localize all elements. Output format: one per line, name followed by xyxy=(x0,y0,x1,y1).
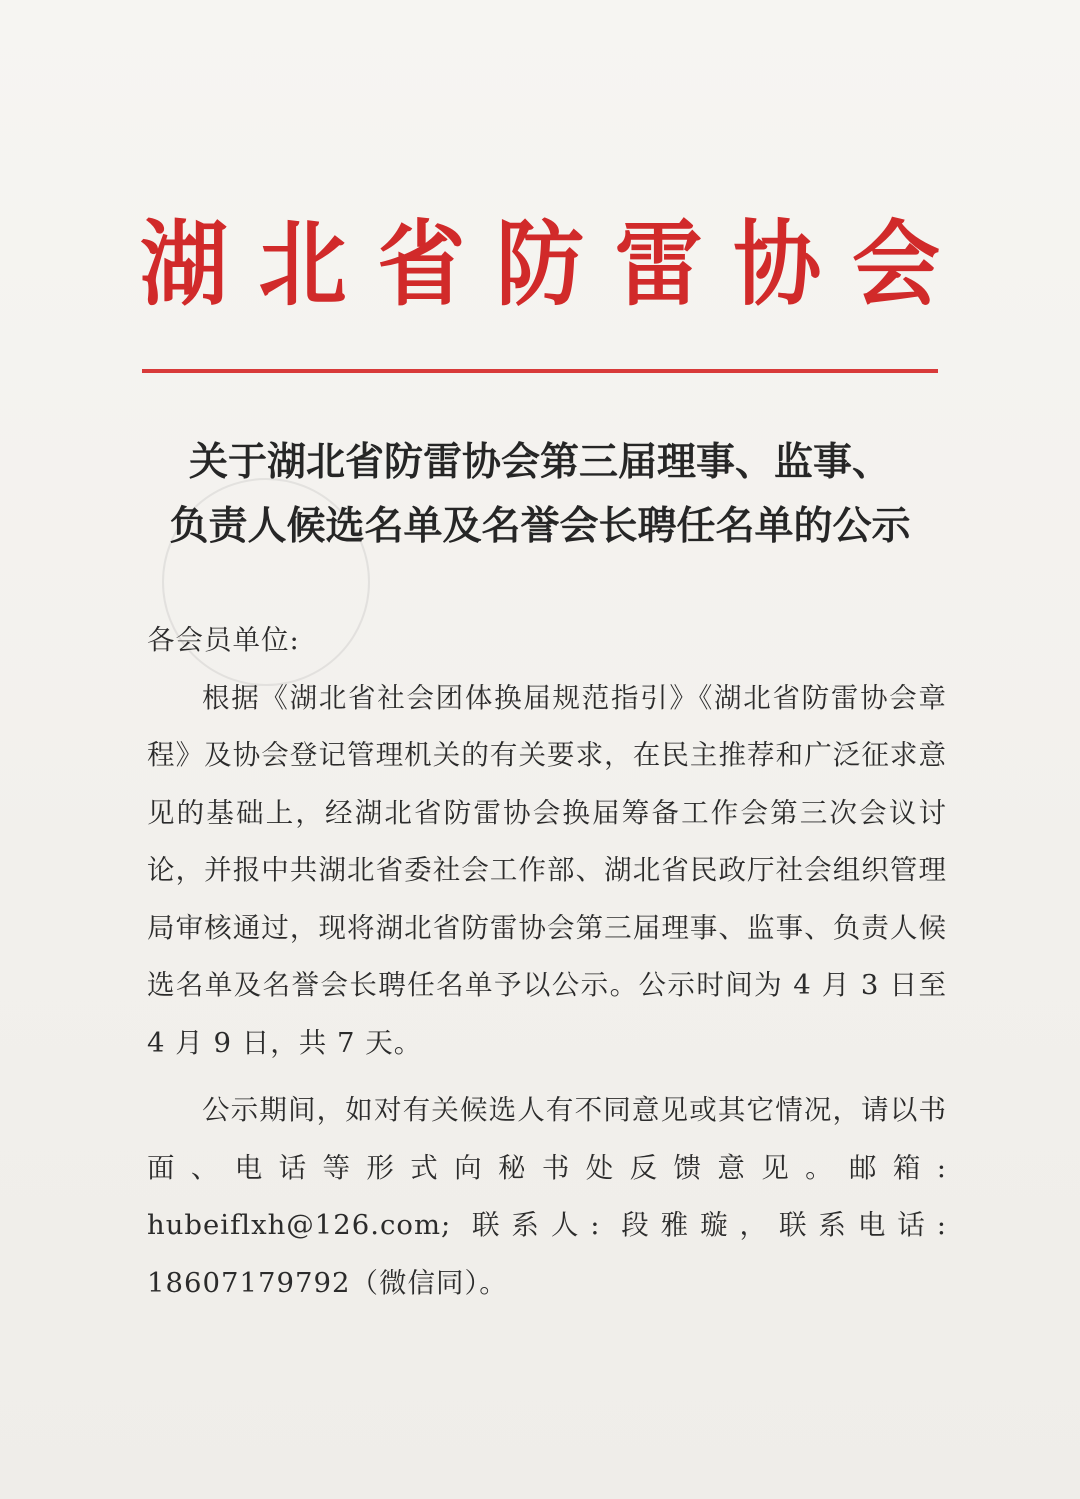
letterhead-char: 雷 xyxy=(614,210,703,319)
body-paragraph-1: 根据《湖北省社会团体换届规范指引》《湖北省防雷协会章程》及协会登记管理机关的有关要求，在民主推荐和广泛征求意见的基础上，经湖北省防雷协会换届筹备工作会第三次会议讨论，并报中共湖北省委社会工作部、湖北省民政厅社会组织管理局审核通过，现将湖北省防雷协会第三届理事、监事、负责人候选名单及名誉会长聘任名单予以公示。公示时间为 4 月 3 日至 4 月 9 日，共 7 天。 xyxy=(147,681,947,1059)
title-line-2: 负责人候选名单及名誉会长聘任名单的公示 xyxy=(169,503,911,549)
body-paragraph-2: 公示期间，如对有关候选人有不同意见或其它情况，请以书面、电话等形式向秘书处反馈意见。邮箱: hubeiflxh@126.com; 联系人: 段雅璇，联系电话: 18607179792（微信同）。 xyxy=(147,1094,947,1299)
letterhead-char: 防 xyxy=(495,210,584,319)
letterhead-char: 会 xyxy=(851,210,940,319)
document-body xyxy=(147,612,947,1312)
letterhead-char: 省 xyxy=(377,210,466,319)
letterhead-char: 北 xyxy=(258,210,347,319)
document-title xyxy=(140,430,940,558)
salutation: 各会员单位: xyxy=(147,624,300,656)
letterhead-org-name xyxy=(140,205,940,325)
title-line-1: 关于湖北省防雷协会第三届理事、监事、 xyxy=(188,439,891,485)
letterhead-char: 湖 xyxy=(140,210,229,319)
letterhead-char: 协 xyxy=(733,210,822,319)
letterhead-red-rule xyxy=(142,369,938,373)
